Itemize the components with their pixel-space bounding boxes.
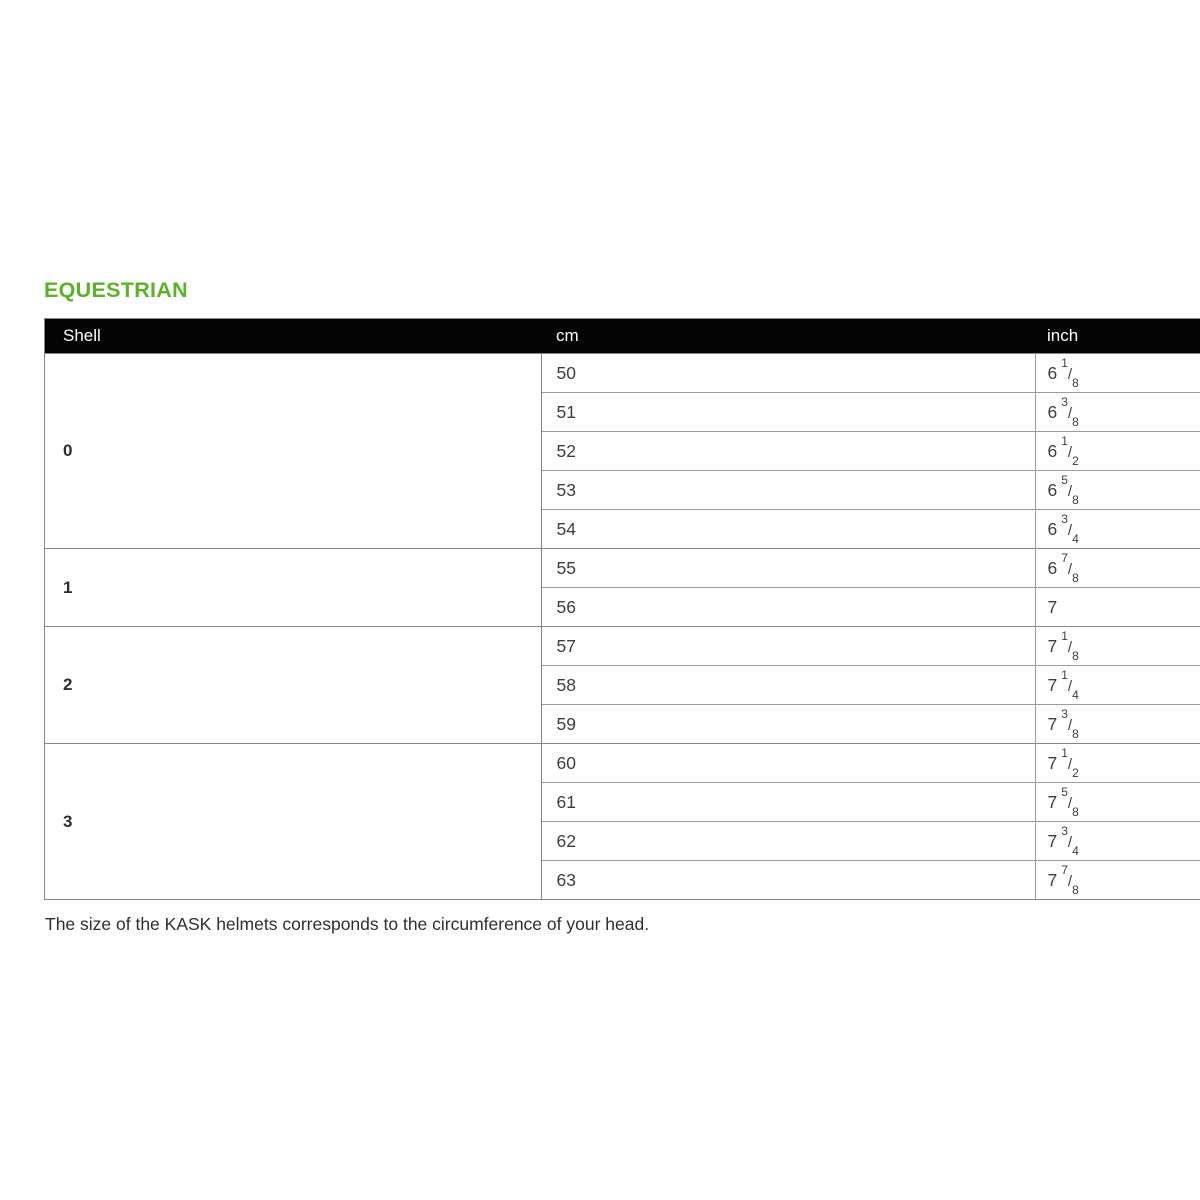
inch-cell <box>1035 627 1200 666</box>
inch-denominator: 8 <box>1072 376 1079 390</box>
cm-cell: 59 <box>541 705 1035 744</box>
inch-whole: 6 <box>1047 401 1058 422</box>
inch-cell <box>1035 705 1200 744</box>
cm-cell: 54 <box>541 510 1035 549</box>
inch-denominator: 2 <box>1072 454 1079 468</box>
inch-whole: 7 <box>1047 713 1058 734</box>
shell-cell: 3 <box>45 744 542 900</box>
fraction-slash: / <box>1067 638 1073 656</box>
page-title: EQUESTRIAN <box>44 278 188 302</box>
inch-numerator: 1 <box>1061 628 1068 643</box>
inch-whole: 6 <box>1047 362 1058 383</box>
inch-cell <box>1035 861 1200 900</box>
fraction-slash: / <box>1067 560 1073 578</box>
size-table <box>44 318 1200 900</box>
fraction-slash: / <box>1067 521 1073 539</box>
inch-whole: 6 <box>1047 440 1058 461</box>
inch-numerator: 1 <box>1061 745 1068 760</box>
inch-numerator: 7 <box>1061 862 1068 877</box>
header-shell: Shell <box>45 319 542 354</box>
fraction-slash: / <box>1067 365 1073 383</box>
header-cm: cm <box>541 319 1035 354</box>
inch-denominator: 4 <box>1072 532 1079 546</box>
inch-cell <box>1035 744 1200 783</box>
fraction-slash: / <box>1067 482 1073 500</box>
fraction-slash: / <box>1067 872 1073 890</box>
size-row <box>45 549 1200 588</box>
inch-numerator: 7 <box>1061 550 1068 565</box>
inch-numerator: 3 <box>1061 394 1068 409</box>
size-row <box>45 354 1200 393</box>
inch-denominator: 8 <box>1072 649 1079 663</box>
inch-whole: 6 <box>1047 557 1058 578</box>
shell-cell: 1 <box>45 549 542 627</box>
inch-cell <box>1035 432 1200 471</box>
shell-cell: 0 <box>45 354 542 549</box>
inch-whole: 7 <box>1047 830 1058 851</box>
inch-numerator: 3 <box>1061 823 1068 838</box>
header-inch: inch <box>1035 319 1200 354</box>
inch-whole: 7 <box>1047 791 1058 812</box>
inch-whole: 7 <box>1047 869 1058 890</box>
inch-whole: 7 <box>1047 674 1058 695</box>
inch-denominator: 4 <box>1072 688 1079 702</box>
fraction-slash: / <box>1067 443 1073 461</box>
inch-cell <box>1035 354 1200 393</box>
inch-numerator: 5 <box>1061 472 1068 487</box>
size-table-body <box>45 354 1200 900</box>
inch-denominator: 2 <box>1072 766 1079 780</box>
inch-denominator: 8 <box>1072 805 1079 819</box>
inch-cell <box>1035 549 1200 588</box>
inch-whole: 6 <box>1047 518 1058 539</box>
inch-whole: 7 <box>1047 635 1058 656</box>
page <box>44 280 1156 935</box>
cm-cell: 57 <box>541 627 1035 666</box>
cm-cell: 63 <box>541 861 1035 900</box>
fraction-slash: / <box>1067 404 1073 422</box>
fraction-slash: / <box>1067 677 1073 695</box>
inch-numerator: 3 <box>1061 706 1068 721</box>
cm-cell: 58 <box>541 666 1035 705</box>
fraction-slash: / <box>1067 794 1073 812</box>
inch-numerator: 1 <box>1061 355 1068 370</box>
inch-denominator: 8 <box>1072 415 1079 429</box>
inch-cell <box>1035 393 1200 432</box>
inch-whole: 7 <box>1047 752 1058 773</box>
inch-whole: 6 <box>1047 479 1058 500</box>
inch-cell <box>1035 822 1200 861</box>
cm-cell: 56 <box>541 588 1035 627</box>
inch-denominator: 8 <box>1072 571 1079 585</box>
footnote: The size of the KASK helmets corresponds to the circumference of your head. <box>45 914 650 934</box>
cm-cell: 51 <box>541 393 1035 432</box>
inch-denominator: 4 <box>1072 844 1079 858</box>
fraction-slash: / <box>1067 833 1073 851</box>
inch-cell <box>1035 510 1200 549</box>
inch-cell <box>1035 588 1200 627</box>
cm-cell: 61 <box>541 783 1035 822</box>
inch-cell <box>1035 783 1200 822</box>
shell-cell: 2 <box>45 627 542 744</box>
inch-numerator: 3 <box>1061 511 1068 526</box>
cm-cell: 55 <box>541 549 1035 588</box>
cm-cell: 53 <box>541 471 1035 510</box>
cm-cell: 50 <box>541 354 1035 393</box>
inch-denominator: 8 <box>1072 727 1079 741</box>
header-row <box>45 319 1200 354</box>
inch-numerator: 5 <box>1061 784 1068 799</box>
fraction-slash: / <box>1067 716 1073 734</box>
size-row <box>45 744 1200 783</box>
cm-cell: 60 <box>541 744 1035 783</box>
inch-whole: 7 <box>1047 596 1058 617</box>
cm-cell: 52 <box>541 432 1035 471</box>
inch-numerator: 1 <box>1061 667 1068 682</box>
inch-numerator: 1 <box>1061 433 1068 448</box>
inch-denominator: 8 <box>1072 883 1079 897</box>
fraction-slash: / <box>1067 755 1073 773</box>
cm-cell: 62 <box>541 822 1035 861</box>
inch-denominator: 8 <box>1072 493 1079 507</box>
inch-cell <box>1035 666 1200 705</box>
size-row <box>45 627 1200 666</box>
inch-cell <box>1035 471 1200 510</box>
